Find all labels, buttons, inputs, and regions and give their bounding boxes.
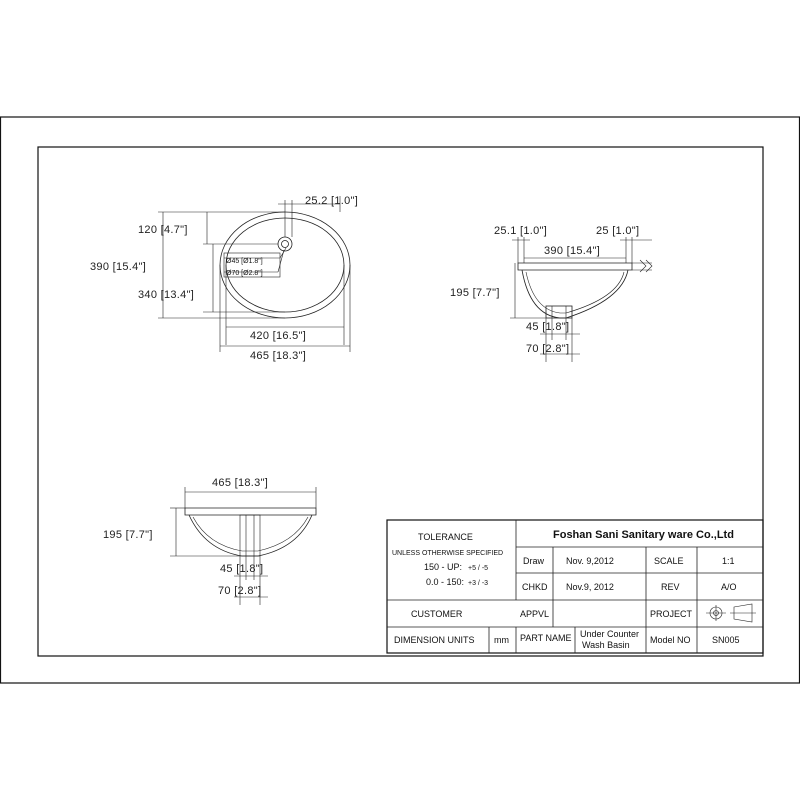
- tb-chkd-label: CHKD: [522, 582, 548, 592]
- tb-draw-date: Nov. 9,2012: [566, 556, 614, 566]
- tb-tol-line2-vals: +3 / -3: [468, 580, 489, 587]
- front-dim-height: 195 [7.7"]: [103, 529, 153, 541]
- tb-model-no-label: Model NO: [650, 635, 691, 645]
- tb-dimension-units-label: DIMENSION UNITS: [394, 635, 475, 645]
- side-bowl-inner: [526, 272, 624, 313]
- dim-overflow-outer: Ø70 [Ø2.8"]: [226, 270, 263, 277]
- tb-tol-line1: 150 - UP:: [424, 562, 463, 572]
- tb-rev-value: A/O: [721, 582, 737, 592]
- tb-unless-specified: UNLESS OTHERWISE SPECIFIED: [392, 550, 504, 557]
- side-drain: [546, 306, 572, 318]
- projection-symbol-icon: [706, 604, 756, 622]
- front-bowl-inner: [193, 517, 308, 551]
- overflow-inner: [282, 241, 289, 248]
- front-dim-drain-outer: 70 [2.8"]: [218, 585, 262, 597]
- tb-draw-label: Draw: [523, 556, 545, 566]
- tb-project-label: PROJECT: [650, 609, 693, 619]
- dim-overflow-inner: Ø45 [Ø1.8"]: [226, 258, 263, 265]
- side-dim-left-rim: 25.1 [1.0"]: [494, 225, 548, 237]
- tb-scale-label: SCALE: [654, 556, 684, 566]
- tb-part-name-line2: Wash Basin: [582, 640, 630, 650]
- tb-chkd-date: Nov.9, 2012: [566, 582, 614, 592]
- front-drain-pipe: [240, 515, 260, 556]
- side-dim-drain-outer: 70 [2.8"]: [526, 343, 570, 355]
- tb-company: Foshan Sani Sanitary ware Co.,Ltd: [553, 529, 734, 541]
- side-view: [450, 225, 652, 362]
- front-dim-width: 465 [18.3"]: [212, 477, 269, 489]
- tb-rev-label: REV: [661, 582, 680, 592]
- tb-tolerance-label: TOLERANCE: [418, 532, 473, 542]
- side-rim: [518, 263, 632, 270]
- sheet-border: [1, 117, 800, 683]
- side-bowl-outer: [522, 270, 628, 318]
- side-dim-height: 195 [7.7"]: [450, 287, 500, 299]
- dim-total-depth: 390 [15.4"]: [90, 261, 147, 273]
- front-dim-drain-inner: 45 [1.8"]: [220, 563, 264, 575]
- overflow-outer: [278, 237, 292, 251]
- tb-model-no-value: SN005: [712, 635, 740, 645]
- side-dim-inner-width: 390 [15.4"]: [544, 245, 601, 257]
- top-view: [90, 195, 358, 362]
- tb-scale-value: 1:1: [722, 556, 735, 566]
- dim-top: 120 [4.7"]: [138, 224, 188, 236]
- tb-customer-label: CUSTOMER: [411, 609, 463, 619]
- side-dim-drain-inner: 45 [1.8"]: [526, 321, 570, 333]
- side-dim-right-rim: 25 [1.0"]: [596, 225, 640, 237]
- dim-overflow-offset: 25.2 [1.0"]: [305, 195, 359, 207]
- front-view: [103, 477, 316, 605]
- title-block: [387, 520, 763, 653]
- dim-total-width: 465 [18.3"]: [250, 350, 307, 362]
- tb-appvl-label: APPVL: [520, 609, 550, 619]
- tb-tol-line2: 0.0 - 150:: [426, 577, 465, 587]
- tb-units-value: mm: [494, 635, 509, 645]
- dim-inner-width: 420 [16.5"]: [250, 330, 307, 342]
- front-rim: [185, 508, 316, 515]
- tb-tol-line1-vals: +5 / -5: [468, 565, 489, 572]
- tb-part-name-line1: Under Counter: [580, 629, 640, 639]
- dim-inner-depth: 340 [13.4"]: [138, 289, 195, 301]
- tb-part-name-label: PART NAME: [520, 633, 572, 643]
